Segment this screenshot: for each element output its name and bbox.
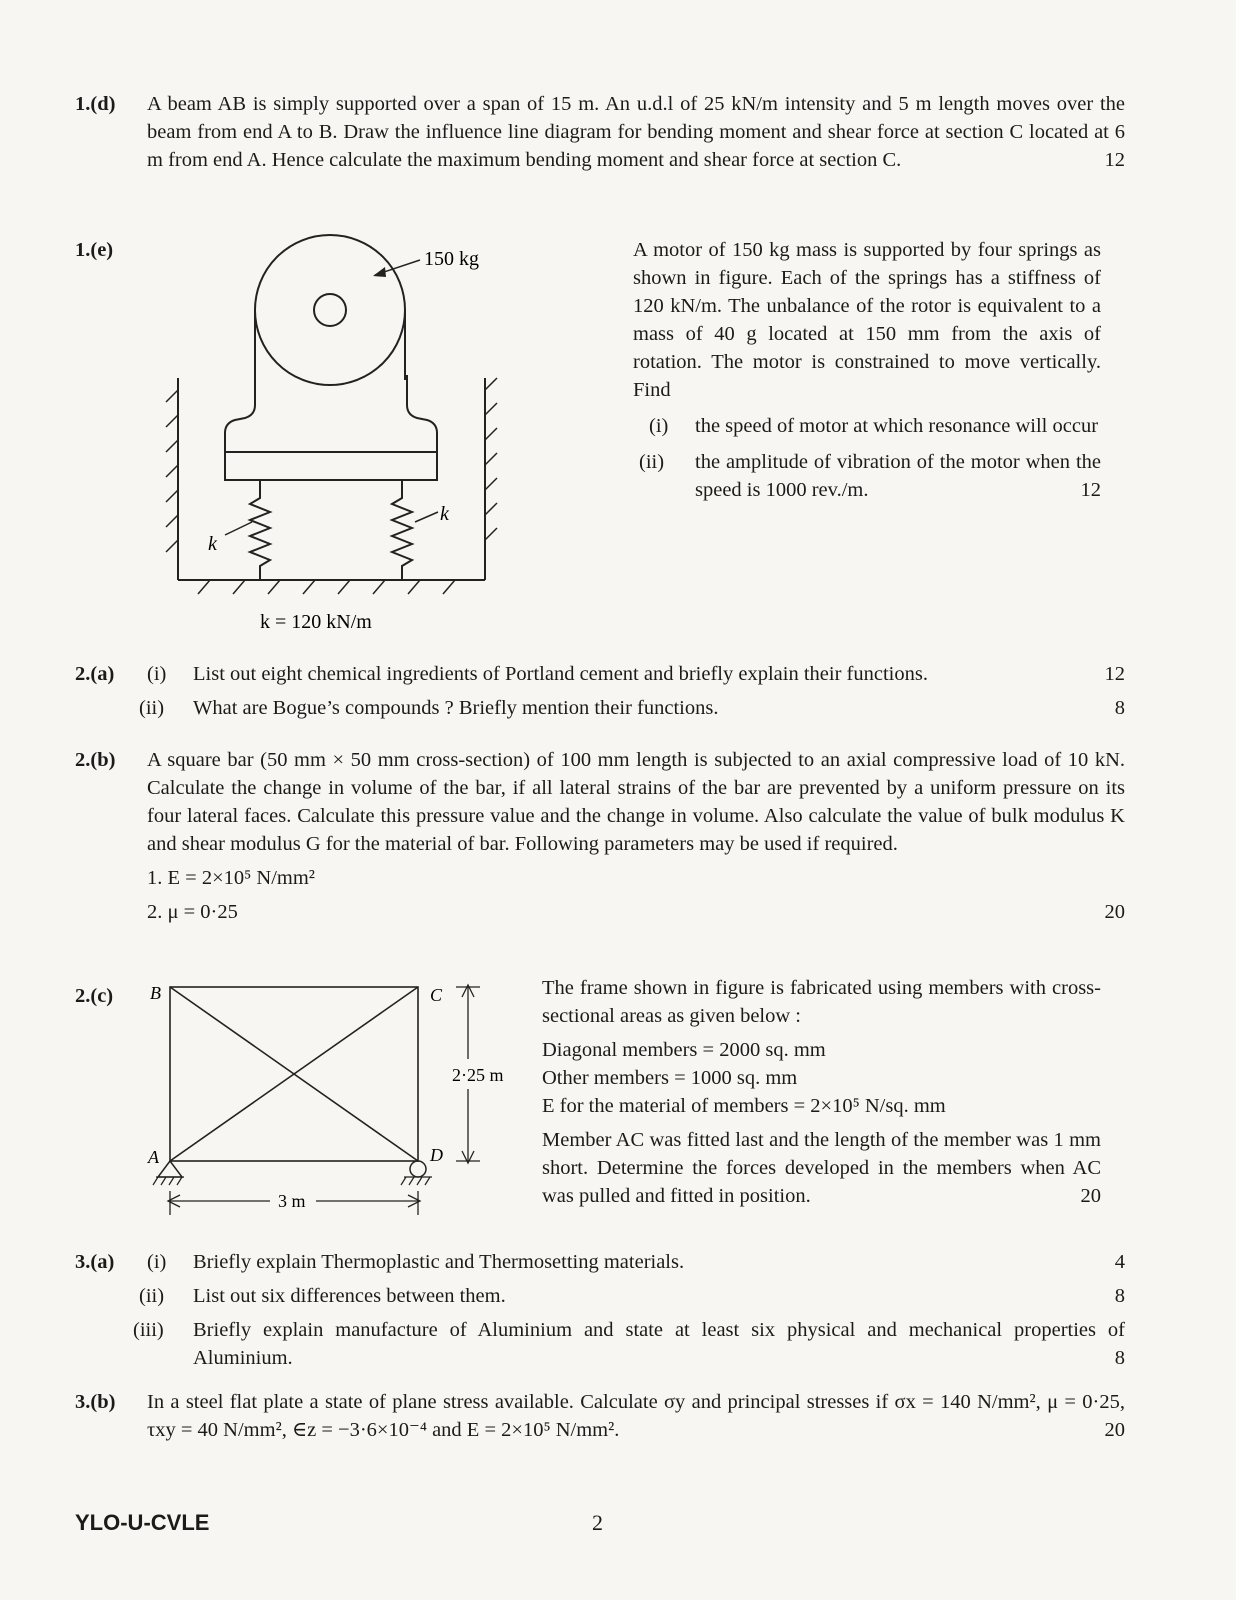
roller-support	[410, 1161, 426, 1177]
question-part	[139, 694, 1125, 722]
part-label: (ii)	[139, 697, 165, 719]
question-number: 2.(a)	[75, 663, 115, 685]
question-intro: The frame shown in figure is fabricated using members with cross-sectional areas as given below :	[542, 977, 1101, 1027]
marks: 12	[1080, 479, 1101, 501]
k-label-left: k	[208, 533, 217, 555]
height-dimension: 2·25 m	[452, 1065, 504, 1085]
rotor-circle	[255, 235, 405, 385]
question-3b	[75, 1388, 1125, 1444]
question-1e-text	[633, 236, 1101, 504]
question-part	[633, 412, 1101, 440]
part-text: Briefly explain Thermoplastic and Thermosetting materials.	[193, 1251, 685, 1273]
spring-left	[250, 480, 270, 580]
parameter-2: 2. μ = 0·25	[147, 901, 238, 923]
k-label-right: k	[440, 503, 449, 525]
question-3a	[75, 1248, 1125, 1372]
question-2b	[75, 746, 1125, 926]
parameter-1: 1. E = 2×10⁵ N/mm²	[147, 867, 315, 889]
part-text: Briefly explain manufacture of Aluminium and state at least six physical and mechanical properties of Aluminium.	[193, 1319, 1125, 1369]
question-text: In a steel flat plate a state of plane stress available. Calculate σy and principal stresses if σx = 140 N/mm², μ = 0·25, τxy = 40 N/mm², ∈z = −3·6×10⁻⁴ and E = 2×10⁵ N/mm².	[147, 1391, 1125, 1441]
marks: 8	[1114, 697, 1125, 719]
marks: 12	[1104, 663, 1125, 685]
question-part	[145, 1248, 1125, 1282]
question-2c-text	[542, 974, 1101, 1210]
diagonal-members-area: Diagonal members = 2000 sq. mm	[542, 1039, 826, 1061]
part-text: List out six differences between them.	[193, 1285, 506, 1307]
question-number: 1.(e)	[75, 239, 114, 261]
pin-support	[158, 1161, 182, 1177]
marks: 4	[1114, 1251, 1125, 1273]
spring-right	[392, 480, 412, 580]
question-number: 3.(a)	[75, 1251, 115, 1273]
part-label: (ii)	[639, 451, 665, 473]
part-text: the amplitude of vibration of the motor when the speed is 1000 rev./m.	[695, 451, 1101, 501]
k-caption: k = 120 kN/m	[260, 611, 372, 633]
question-part	[633, 448, 1101, 504]
question-part	[145, 660, 1125, 694]
width-dimension: 3 m	[278, 1191, 306, 1211]
question-number: 2.(c)	[75, 985, 114, 1007]
question-text: A square bar (50 mm × 50 mm cross-section) of 100 mm length is subjected to an axial compressive load of 10 kN. Calculate the change in volume of the bar, if all lateral strains of the bar are prevented by a uniform pressure on its four lateral faces. Calculate this pressure value and the change in volume. Also calculate the value of bulk modulus K and shear modulus G for the material of bar. Following parameters may be used if required.	[147, 749, 1125, 855]
part-text: the speed of motor at which resonance will occur	[695, 415, 1099, 437]
page-number: 2	[592, 1510, 603, 1535]
part-label: (iii)	[133, 1319, 164, 1341]
marks: 8	[1114, 1347, 1125, 1369]
part-label: (i)	[649, 415, 669, 437]
frame-figure	[140, 975, 530, 1225]
question-number: 2.(b)	[75, 749, 116, 771]
question-text: A beam AB is simply supported over a span of 15 m. An u.d.l of 25 kN/m intensity and 5 m length moves over the beam from end A to B. Draw the influence line diagram for bending moment and shear force at section C located at 6 m from end A. Hence calculate the maximum bending moment and shear force at section C.	[147, 93, 1125, 171]
node-c-label: C	[430, 985, 443, 1005]
question-2a	[75, 660, 1125, 722]
question-text: Member AC was fitted last and the length of the member was 1 mm short. Determine the forces developed in the members when AC was pulled and fitted in position.	[542, 1129, 1101, 1207]
other-members-area: Other members = 1000 sq. mm	[542, 1067, 798, 1089]
modulus-line: E for the material of members = 2×10⁵ N/sq. mm	[542, 1095, 946, 1117]
marks: 20	[1104, 901, 1125, 923]
paper-code: YLO-U-CVLE	[75, 1510, 210, 1535]
mass-label: 150 kg	[424, 248, 479, 270]
part-text: List out eight chemical ingredients of Portland cement and briefly explain their functions.	[193, 663, 928, 685]
node-b-label: B	[150, 983, 161, 1003]
question-part	[133, 1316, 1125, 1372]
part-label: (i)	[147, 1251, 167, 1273]
question-part	[139, 1282, 1125, 1316]
marks: 20	[1080, 1185, 1101, 1207]
question-number: 1.(d)	[75, 93, 116, 115]
question-number: 3.(b)	[75, 1391, 116, 1413]
part-label: (ii)	[139, 1285, 165, 1307]
marks: 12	[1104, 149, 1125, 171]
marks: 20	[1104, 1419, 1125, 1441]
part-text: What are Bogue’s compounds ? Briefly mention their functions.	[193, 697, 719, 719]
question-1d	[75, 90, 1125, 174]
node-d-label: D	[430, 1145, 443, 1165]
node-a-label: A	[148, 1147, 159, 1167]
part-label: (i)	[147, 663, 167, 685]
question-text: A motor of 150 kg mass is supported by four springs as shown in figure. Each of the springs has a stiffness of 120 kN/m. The unbalance of the rotor is equivalent to a mass of 40 g located at 150 mm from the axis of rotation. The motor is constrained to move vertically. Find	[633, 239, 1101, 401]
motor-spring-figure	[140, 230, 520, 640]
marks: 8	[1114, 1285, 1125, 1307]
